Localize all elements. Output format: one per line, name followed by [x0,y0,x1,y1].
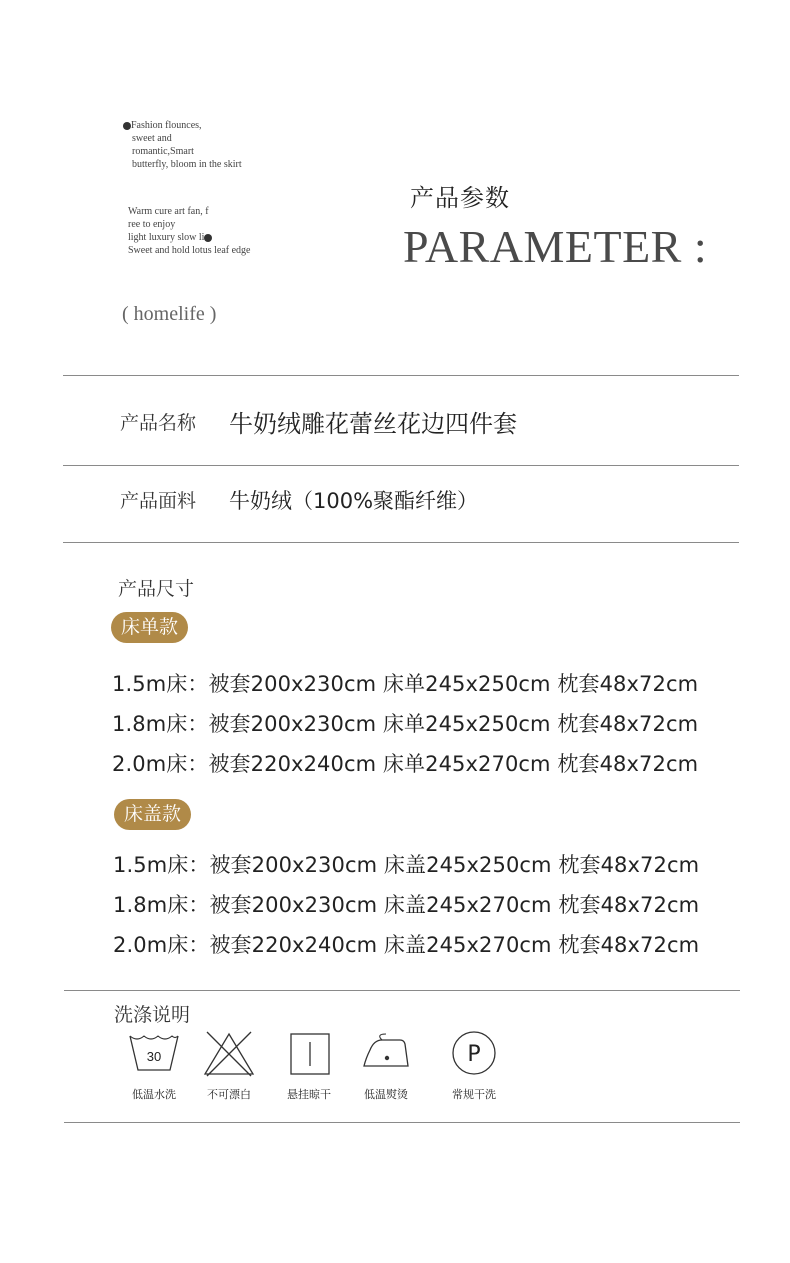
care-section-label: 洗涤说明 [114,1004,191,1026]
wash-temp-text: 30 [146,1049,162,1064]
divider [63,465,739,466]
poem-1-line-3: romantic,Smart [132,146,194,157]
poem-2-line-4: Sweet and hold lotus leaf edge [128,245,251,256]
poem-1-line-1: Fashion flounces, [131,120,202,131]
poem-2-line-1: Warm cure art fan, f [128,206,209,217]
care-label: 不可漂白 [207,1088,251,1101]
no-bleach-icon [199,1030,259,1080]
intro-poem-1 [123,119,242,171]
sheet-size-line: 1.8m床：被套200x230cm 床单245x250cm 枕套48x72cm [112,712,699,736]
care-label: 低温熨烫 [364,1088,408,1101]
care-dry-clean [434,1030,514,1102]
care-label: 低温水洗 [132,1088,176,1101]
poem-1-line-4: butterfly, bloom in the skirt [132,159,242,170]
care-hang-dry [269,1030,349,1102]
sheet-style-tag: 床单款 [111,612,188,643]
poem-2-line-3: light luxury slow li [128,232,205,243]
divider [64,1122,740,1123]
bullet-dot-icon [123,122,131,130]
product-name-value: 牛奶绒雕花蕾丝花边四件套 [229,410,517,438]
sheet-size-line: 1.5m床：被套200x230cm 床单245x250cm 枕套48x72cm [112,672,699,696]
poem-1-line-2: sweet and [132,133,172,144]
homelife-tag: ( homelife ) [122,303,217,325]
low-iron-icon [356,1030,416,1080]
product-fabric-value: 牛奶绒（100%聚酯纤维） [229,489,479,513]
page-title-cn: 产品参数 [410,184,510,212]
bullet-dot-icon [204,234,212,242]
dry-clean-letter: P [467,1042,481,1067]
cover-style-tag: 床盖款 [114,799,191,830]
intro-poem-2 [128,205,250,257]
cover-size-line: 1.8m床：被套200x230cm 床盖245x270cm 枕套48x72cm [113,893,700,917]
care-low-iron [346,1030,426,1102]
care-low-temp-wash [114,1030,194,1102]
divider [63,542,739,543]
hang-dry-icon [279,1030,339,1080]
product-fabric-label: 产品面料 [120,490,197,512]
divider [63,375,739,376]
divider [64,990,740,991]
size-section-label: 产品尺寸 [118,578,195,600]
sheet-size-line: 2.0m床：被套220x240cm 床单245x270cm 枕套48x72cm [112,752,699,776]
product-name-label: 产品名称 [120,412,197,434]
wash-30-icon [124,1030,184,1080]
dry-clean-icon [444,1030,504,1080]
page-title-en: PARAMETER : [403,221,708,272]
care-no-bleach [189,1030,269,1102]
care-label: 悬挂晾干 [287,1088,331,1101]
cover-size-line: 1.5m床：被套200x230cm 床盖245x250cm 枕套48x72cm [113,853,700,877]
poem-2-line-2: ree to enjoy [128,219,176,230]
care-label: 常规干洗 [452,1088,496,1101]
cover-size-line: 2.0m床：被套220x240cm 床盖245x270cm 枕套48x72cm [113,933,700,957]
